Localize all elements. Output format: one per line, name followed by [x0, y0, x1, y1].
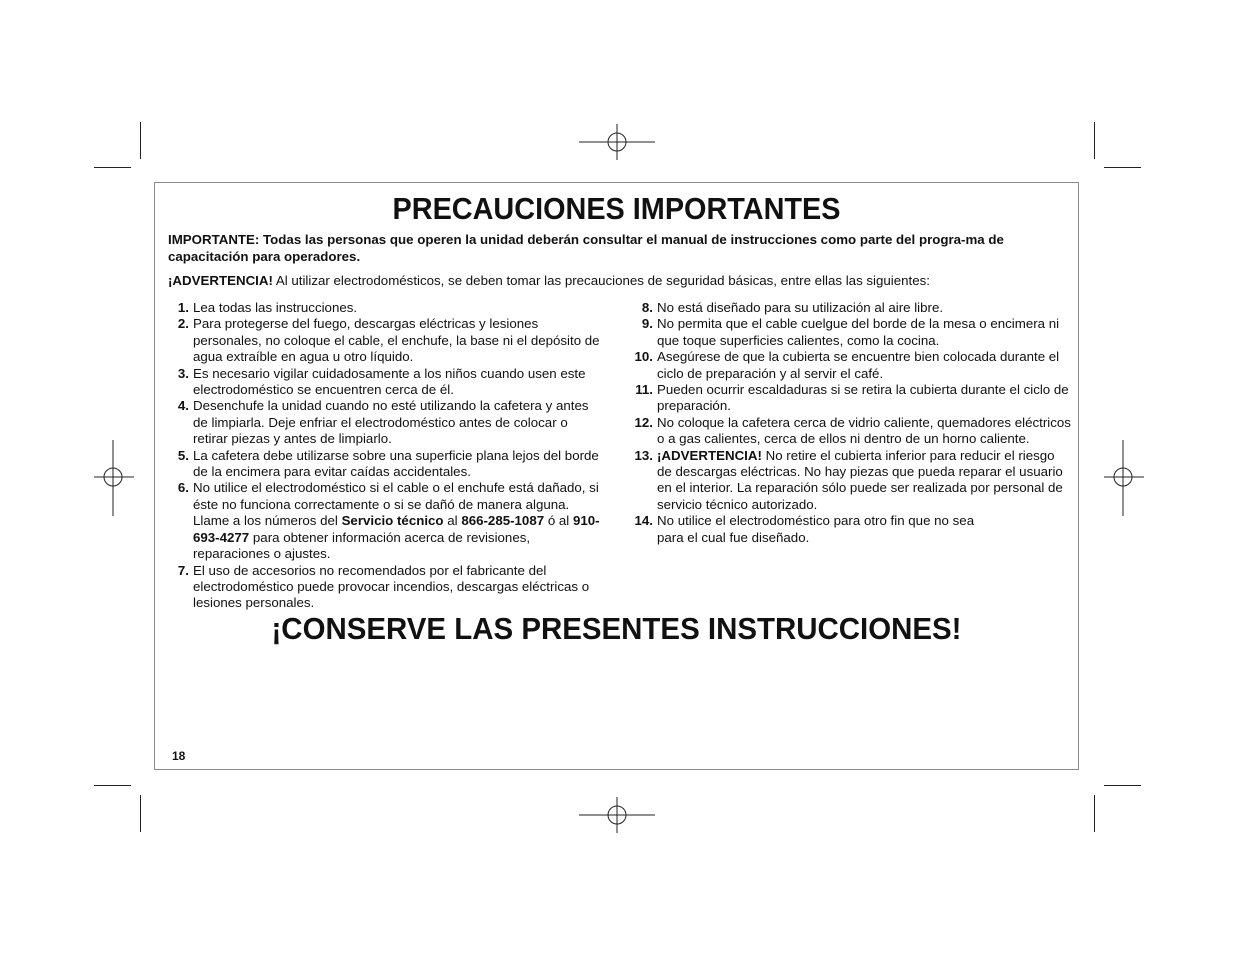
page-frame [154, 182, 1079, 770]
list-item [169, 448, 605, 481]
item-number: 6. [177, 480, 189, 496]
crop-mark [94, 785, 131, 786]
page-number: 18 [172, 749, 186, 763]
list-item [631, 415, 1071, 448]
important-notice: IMPORTANTE: Todas las personas que operen la unidad deberán consultar el manual de instrucciones como parte del progra-ma de capacitación para operadores. [168, 232, 1004, 264]
registration-mark-icon [94, 440, 134, 516]
item-text: para obtener información acerca de revisiones, reparaciones o ajustes. [193, 529, 531, 562]
registration-mark-icon [1104, 440, 1144, 516]
list-item [169, 366, 605, 399]
item-number: 2. [177, 316, 189, 332]
item-text: Es necesario vigilar cuidadosamente a los niños cuando usen este electrodoméstico se encuentren cerca de él. [193, 365, 586, 398]
item-text: No utilice el electrodoméstico para otro fin que no sea para el cual fue diseñado. [657, 513, 975, 545]
phone-number: 866-285-1087 [461, 513, 545, 529]
item-text: No coloque la cafetera cerca de vidrio caliente, quemadores eléctricos o a gas calientes, cerca de ellos ni dentro de un horno caliente. [657, 414, 1071, 447]
item-text: al [443, 513, 462, 529]
item-number: 3. [177, 365, 189, 381]
item-text: Pueden ocurrir escaldaduras si se retira la cubierta durante el ciclo de preparación. [657, 382, 1069, 414]
item-number: 9. [641, 316, 653, 332]
footer-title: ¡CONSERVE LAS PRESENTES INSTRUCCIONES! [271, 611, 962, 646]
precautions-list-left [169, 300, 605, 612]
item-text: ó al [544, 513, 573, 529]
list-item [169, 563, 605, 612]
list-item [169, 316, 605, 365]
item-number: 10. [634, 349, 653, 365]
list-item [631, 300, 1071, 316]
item-text: No retire el cubierta inferior para reducir el riesgo de descargas eléctricas. No hay piezas que pueda reparar el usuario en el interior. La reparación sólo puede ser realizada por personal de servicio técnico autorizado. [657, 447, 1063, 512]
warning-label: ¡ADVERTENCIA! [657, 447, 762, 463]
item-number: 11. [635, 382, 653, 398]
list-item [631, 316, 1071, 349]
item-text: No permita que el cable cuelgue del borde de la mesa o encimera ni que toque superficies calientes, como la cocina. [657, 316, 1060, 348]
crop-mark [1104, 785, 1141, 786]
item-text: Asegúrese de que la cubierta se encuentre bien colocada durante el ciclo de preparación y al servir el café. [657, 349, 1060, 381]
item-text: Desenchufe la unidad cuando no esté utilizando la cafetera y antes de limpiarla. Deje enfriar el electrodoméstico antes de colocar o retirar piezas y antes de limpiarlo. [193, 398, 589, 447]
crop-mark [140, 122, 141, 159]
item-number: 7. [177, 562, 189, 578]
registration-mark-icon [579, 797, 655, 837]
list-item [631, 448, 1071, 514]
item-text: No está diseñado para su utilización al aire libre. [657, 300, 944, 315]
warning-text: Al utilizar electrodomésticos, se deben tomar las precauciones de seguridad básicas, entre ellas las siguientes: [272, 273, 930, 288]
list-item [169, 300, 605, 316]
item-number: 5. [177, 447, 189, 463]
list-item [631, 513, 1071, 546]
service-label: Servicio técnico [341, 513, 444, 529]
item-text: El uso de accesorios no recomendados por el fabricante del electrodoméstico puede provocar incendios, descargas eléctricas o lesiones personales. [193, 562, 590, 611]
item-number: 13. [634, 447, 653, 463]
precautions-list-right [631, 300, 1071, 546]
warning-label: ¡ADVERTENCIA! [168, 273, 273, 288]
crop-mark [1104, 167, 1141, 168]
item-number: 1. [177, 300, 189, 315]
registration-mark-icon [579, 122, 655, 162]
list-item [631, 382, 1071, 415]
list-item [169, 398, 605, 447]
item-text: La cafetera debe utilizarse sobre una superficie plana lejos del borde de la encimera para evitar caídas accidentales. [193, 447, 599, 480]
list-item [631, 349, 1071, 382]
page-title: PRECAUCIONES IMPORTANTES [392, 191, 841, 226]
item-number: 4. [177, 398, 189, 414]
item-text: No utilice el electrodoméstico si el cable o el enchufe está dañado, si éste no funciona correctamente o si se dañó de manera alguna. Llame a los números del [193, 480, 599, 529]
list-item [169, 480, 605, 562]
item-number: 8. [641, 300, 653, 315]
item-text: Para protegerse del fuego, descargas eléctricas y lesiones personales, no coloque el cable, el enchufe, la base ni el depósito de agua extraíble en agua u otro líquido. [193, 316, 600, 365]
crop-mark [140, 795, 141, 832]
warning-intro [168, 272, 1068, 289]
item-number: 12. [634, 414, 653, 430]
item-text: Lea todas las instrucciones. [193, 300, 358, 315]
crop-mark [94, 167, 131, 168]
phone-number: 910-693-4277 [193, 513, 600, 545]
crop-mark [1094, 795, 1095, 832]
item-number: 14. [634, 513, 653, 529]
crop-mark [1094, 122, 1095, 159]
